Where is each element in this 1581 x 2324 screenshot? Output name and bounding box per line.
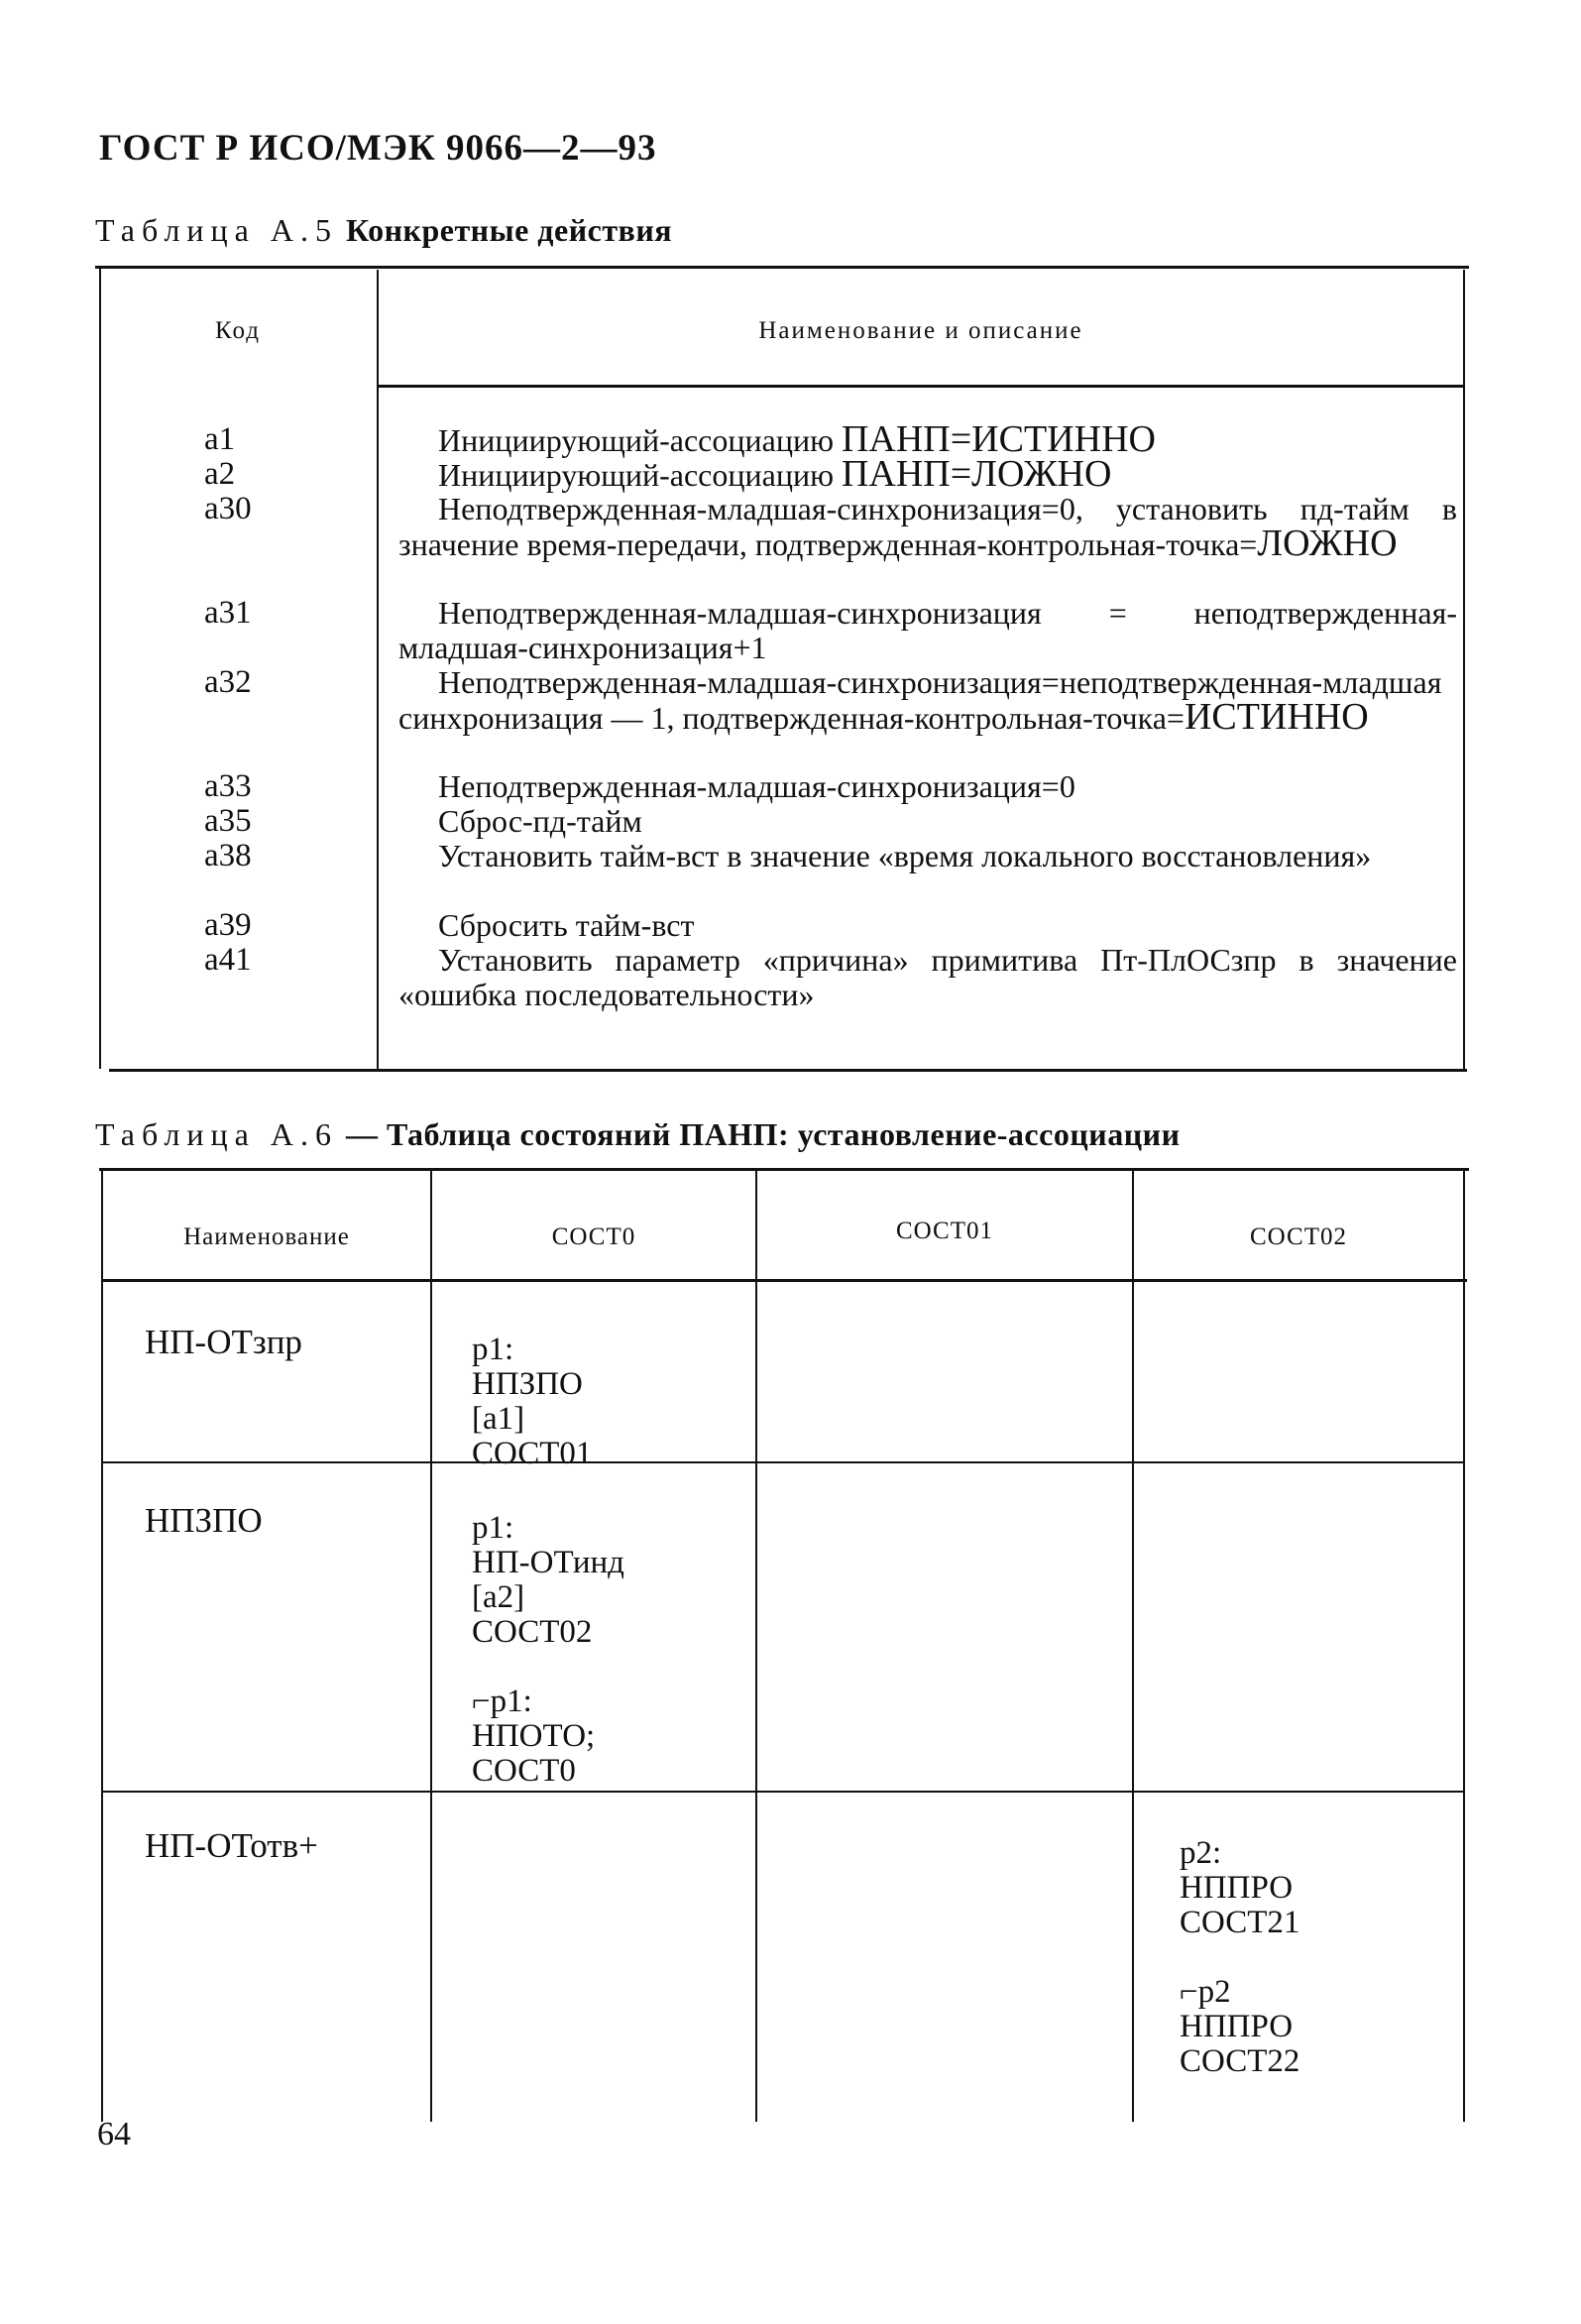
table-a5-code: a39 bbox=[204, 907, 252, 943]
table-a5-code: a41 bbox=[204, 942, 252, 978]
table-a5-description bbox=[398, 596, 1457, 665]
table-a6-left-border bbox=[101, 1170, 103, 2122]
table-a5-code: a33 bbox=[204, 768, 252, 804]
cell-spacer bbox=[1180, 1940, 1299, 1975]
table-a5-header-rule bbox=[379, 385, 1465, 388]
table-a6-row-name: НП-ОТзпр bbox=[145, 1323, 302, 1361]
table-a5-description-text: Сброс-пд-тайм bbox=[438, 803, 642, 839]
table-a6-col-sost02: СОСТ02 bbox=[1250, 1223, 1347, 1250]
table-a5-description-value: ЛОЖНО bbox=[1257, 523, 1398, 564]
table-a5-description-text: Сбросить тайм-вст bbox=[438, 907, 695, 943]
cell-line: СОСТ01 bbox=[472, 1436, 593, 1471]
table-a5-description-text: Неподтвержденная-младшая-синхронизация = неподтвержденная-младшая-синхронизация+1 bbox=[398, 595, 1457, 665]
document-header: ГОСТ Р ИСО/МЭК 9066—2—93 bbox=[99, 128, 657, 169]
cell-line: НППРО bbox=[1180, 2009, 1294, 2044]
table-a6-divider-3 bbox=[1132, 1170, 1134, 2122]
table-a6-row-name: НПЗПО bbox=[145, 1501, 263, 1540]
table-a5-caption bbox=[95, 212, 672, 249]
table-a6-cell-sost0 bbox=[472, 1333, 592, 1471]
table-a5-description bbox=[398, 804, 1457, 839]
table-a6-cell-sost0 bbox=[472, 1511, 624, 1789]
table-a6-row-rule-2 bbox=[103, 1791, 1465, 1793]
table-a5-description-text: Неподтвержденная-младшая-синхронизация=неподтвержденная-младшая синхронизация — 1, подтвержденная-контрольная-точка= bbox=[398, 664, 1442, 736]
table-a6-col-name: Наименование bbox=[183, 1223, 350, 1250]
table-a6-top-rule bbox=[99, 1168, 1469, 1171]
table-a5-code: a32 bbox=[204, 664, 252, 700]
table-a6-title: — Таблица состояний ПАНП: установление-ассоциации bbox=[345, 1116, 1181, 1152]
cell-line: НПЗПО bbox=[472, 1366, 583, 1402]
table-a5-description bbox=[398, 769, 1457, 804]
cell-line: p2: bbox=[1180, 1835, 1222, 1871]
table-a5-column-divider bbox=[377, 270, 379, 1069]
table-a6-divider-2 bbox=[755, 1170, 757, 2122]
table-a6-label: Таблица А.6 bbox=[95, 1116, 338, 1152]
cell-line: ⌐p1: bbox=[472, 1684, 532, 1719]
table-a5-description-text: Неподтвержденная-младшая-синхронизация=0 bbox=[438, 768, 1075, 804]
table-a5-description bbox=[398, 453, 1457, 495]
table-a5-description bbox=[398, 908, 1457, 943]
table-a5-description-text: Инициирующий-ассоциацию bbox=[438, 457, 842, 493]
table-a6-header-rule bbox=[101, 1279, 1467, 1282]
table-a6-right-border bbox=[1463, 1170, 1465, 2122]
page-number: 64 bbox=[97, 2116, 131, 2152]
table-a5-description-text: Неподтвержденная-младшая-синхронизация=0, установить пд-тайм в значение время-передачи, подтвержденная-контрольная-точка= bbox=[398, 491, 1457, 562]
table-a5-code: a1 bbox=[204, 421, 236, 457]
table-a5-description bbox=[398, 839, 1457, 873]
table-a5-description-text: Установить параметр «причина» примитива Пт-ПлОСзпр в значение «ошибка последовательности» bbox=[398, 942, 1457, 1012]
cell-line: [a2] bbox=[472, 1579, 525, 1615]
table-a5-bottom-rule bbox=[109, 1069, 1467, 1072]
table-a6-row-rule-1 bbox=[103, 1461, 1465, 1463]
table-a6-caption bbox=[95, 1116, 1181, 1153]
table-a5-description bbox=[398, 492, 1457, 562]
cell-line: ⌐p2 bbox=[1180, 1974, 1231, 2010]
table-a5-description-value: ПАНП=ЛОЖНО bbox=[841, 453, 1112, 495]
cell-line: СОСТ21 bbox=[1180, 1905, 1300, 1940]
cell-spacer bbox=[472, 1650, 624, 1685]
cell-line: СОСТ22 bbox=[1180, 2043, 1300, 2079]
table-a5-description-text: Установить тайм-вст в значение «время локального восстановления» bbox=[438, 838, 1372, 873]
cell-line: СОСТ0 bbox=[472, 1753, 576, 1789]
cell-line: НП-ОТинд bbox=[472, 1545, 624, 1580]
cell-line: НПОТО; bbox=[472, 1718, 596, 1754]
table-a5-description bbox=[398, 943, 1457, 1012]
table-a5-description bbox=[398, 665, 1457, 736]
table-a5-description-text: Инициирующий-ассоциацию bbox=[438, 422, 842, 458]
table-a5-code: a2 bbox=[204, 456, 236, 492]
table-a5-code: a31 bbox=[204, 595, 252, 631]
table-a5-col-code-header: Код bbox=[215, 317, 261, 344]
table-a5-col-desc-header: Наименование и описание bbox=[758, 317, 1083, 344]
table-a5-left-border bbox=[99, 266, 101, 1069]
cell-line: p1: bbox=[472, 1510, 514, 1546]
cell-line: [a1] bbox=[472, 1401, 525, 1437]
table-a5-description-value: ИСТИННО bbox=[1184, 696, 1369, 738]
table-a5-label: Таблица А.5 bbox=[95, 212, 338, 248]
table-a6-cell-sost02 bbox=[1180, 1836, 1299, 2079]
cell-line: СОСТ02 bbox=[472, 1614, 593, 1650]
table-a5-code: a38 bbox=[204, 838, 252, 873]
table-a5-top-rule bbox=[95, 266, 1469, 269]
table-a5-right-border bbox=[1463, 270, 1465, 1069]
table-a6-row-name: НП-ОТотв+ bbox=[145, 1826, 318, 1865]
table-a5-code: a35 bbox=[204, 803, 252, 839]
table-a5-code: a30 bbox=[204, 491, 252, 526]
table-a6-col-sost01: СОСТ01 bbox=[896, 1218, 993, 1244]
table-a6-col-sost0: СОСТ0 bbox=[551, 1223, 636, 1250]
cell-line: p1: bbox=[472, 1332, 514, 1367]
cell-line: НППРО bbox=[1180, 1870, 1294, 1906]
table-a5-description-value: ПАНП=ИСТИННО bbox=[841, 418, 1156, 460]
table-a5-title: Конкретные действия bbox=[345, 212, 673, 248]
table-a6-divider-1 bbox=[430, 1170, 432, 2122]
